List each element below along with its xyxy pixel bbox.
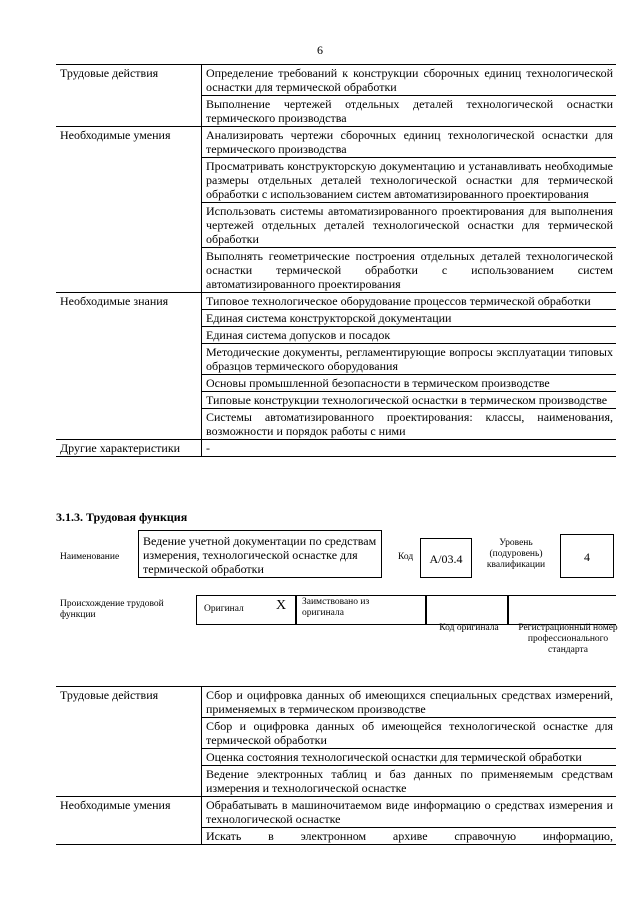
table-cell: Обрабатывать в машиночитаемом виде информацию о средствах измерения и технологической оснастке — [202, 797, 617, 828]
table-row — [56, 65, 616, 96]
table-row — [56, 440, 616, 457]
code-original-label: Код оригинала — [439, 623, 499, 633]
table-cell: Системы автоматизированного проектирования: классы, наименования, возможности и порядок работы с ними — [202, 409, 617, 440]
table-cell: Типовые конструкции технологической оснастки в термическом производстве — [202, 392, 617, 409]
table-cell: Определение требований к конструкции сборочных единиц технологической оснастки для термической обработки — [202, 65, 617, 96]
origin-label: Происхождение трудовой функции — [60, 599, 164, 620]
table-cell: Оценка состояния технологической оснастки для термической обработки — [202, 749, 617, 766]
table-row — [56, 293, 616, 310]
borrowed-label: Заимствовано из оригинала — [302, 597, 370, 618]
table-cell: Методические документы, регламентирующие вопросы эксплуатации типовых образцов термического оборудования — [202, 344, 617, 375]
row-label: Необходимые знания — [56, 293, 202, 440]
table-row — [56, 687, 616, 718]
table-cell: Сбор и оцифровка данных об имеющейся технологической оснастке для термической обработки — [202, 718, 617, 749]
table-cell: Искать в электронном архиве справочную информацию, — [202, 828, 617, 845]
table-cell: Анализировать чертежи сборочных единиц технологической оснастки для термического производства — [202, 127, 617, 158]
row-label: Трудовые действия — [56, 687, 202, 797]
table-cell: Единая система конструкторской документации — [202, 310, 617, 327]
table-cell: Выполнение чертежей отдельных деталей технологической оснастки термического производства — [202, 96, 617, 127]
original-checkmark: X — [276, 598, 287, 613]
original-label: Оригинал — [204, 604, 244, 614]
labor-requirements-table-1 — [56, 64, 616, 457]
table-cell: Использовать системы автоматизированного проектирования для выполнения чертежей отдельных деталей технологической оснастки для термической обработки — [202, 203, 617, 248]
row-label: Необходимые умения — [56, 127, 202, 293]
table-cell: Единая система допусков и посадок — [202, 327, 617, 344]
name-label: Наименование — [60, 552, 120, 562]
qualification-level-box: 4 — [560, 534, 614, 578]
reg-number-label: Регистрационный номер профессионального стандарта — [518, 623, 618, 655]
row-label: Необходимые умения — [56, 797, 202, 845]
table-cell: Типовое технологическое оборудование процессов термической обработки — [202, 293, 617, 310]
page-number: 6 — [317, 43, 323, 57]
table-cell: - — [202, 440, 617, 457]
function-name-box: Ведение учетной документации по средствам измерения, технологической оснастке для термической обработки — [138, 530, 382, 578]
table-cell: Сбор и оцифровка данных об имеющихся специальных средствах измерений, применяемых в термическом производстве — [202, 687, 617, 718]
function-code-box: А/03.4 — [420, 538, 472, 578]
table-cell: Основы промышленной безопасности в термическом производстве — [202, 375, 617, 392]
table-row — [56, 127, 616, 158]
table-cell: Ведение электронных таблиц и баз данных по применяемым средствам измерения и технологической оснастке — [202, 766, 617, 797]
table-row — [56, 797, 616, 828]
qualification-level-label: Уровень (подуровень) квалификации — [486, 538, 546, 570]
labor-requirements-table-2 — [56, 686, 616, 845]
code-label: Код — [398, 552, 414, 562]
row-label: Трудовые действия — [56, 65, 202, 127]
row-label: Другие характеристики — [56, 440, 202, 457]
table-cell: Просматривать конструкторскую документацию и устанавливать необходимые размеры отдельных деталей технологической оснастки для термической обработки с использованием систем автоматизированного проектирования — [202, 158, 617, 203]
reg-number-box — [508, 595, 616, 625]
table-cell: Выполнять геометрические построения отдельных деталей технологической оснастки термической обработки с использованием систем автоматизированного проектирования — [202, 248, 617, 293]
code-original-box — [426, 595, 508, 625]
section-title: 3.1.3. Трудовая функция — [56, 510, 188, 524]
